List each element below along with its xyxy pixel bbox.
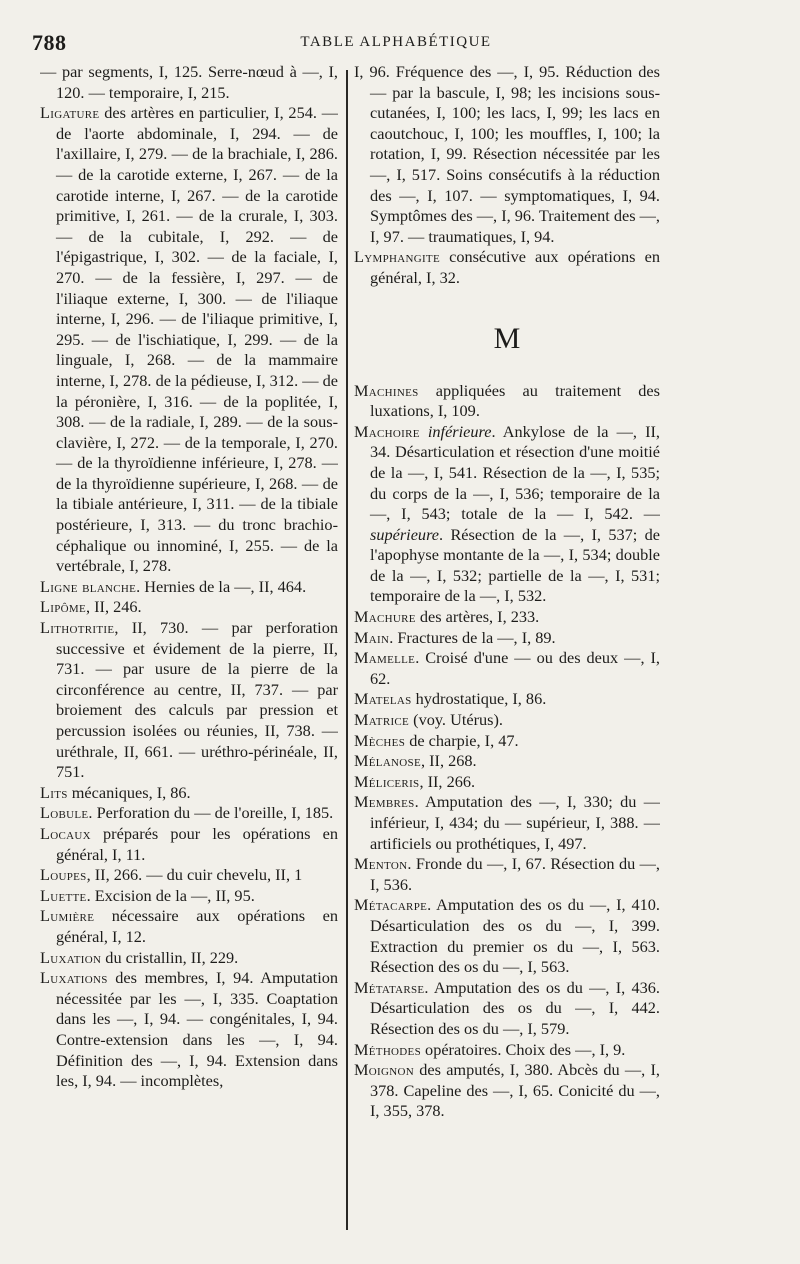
index-entry bbox=[40, 865, 338, 886]
entry-head-word: Menton bbox=[354, 854, 408, 874]
entry-head-word: Méthodes bbox=[354, 1039, 421, 1059]
entry-head-word: Membres bbox=[354, 792, 415, 812]
entry-head-word: Mélanose bbox=[354, 751, 421, 771]
entry-text: des membres, I, 94. Amputation nécessitée par les —, I, 335. Coaptation dans les —, I, 94. — congénitales, I, 94. Contre-extension dans les —, I, 94. Définition des —, I, 94. Extension dans les, I, 94. — incomplètes, bbox=[56, 968, 338, 1091]
entry-text: hydrostatique, I, 86. bbox=[411, 689, 547, 709]
right-entry-list-l bbox=[354, 247, 660, 288]
entry-text: , II, 268. bbox=[420, 751, 477, 771]
page-number: 788 bbox=[32, 30, 67, 55]
entry-text: . Perforation du — de l'oreille, I, 185. bbox=[88, 803, 334, 823]
entry-text: , II, 266. — du cuir chevelu, II, 1 bbox=[86, 865, 303, 885]
entry-text: consécutive aux opérations en général, I, 32. bbox=[370, 247, 660, 287]
index-entry bbox=[354, 628, 660, 649]
entry-text: . Amputation des os du —, I, 436. Désarticulation des os du —, I, 442. Résection des os du —, I, 579. bbox=[370, 977, 660, 1038]
entry-text: , II, 730. — par perforation successive et évidement de la pierre, II, 731. — par usure de la pierre de la circonférence au centre, II, 737. — par broiement des calculs par pression et percussion isolées ou réunies, II, 738. — uréthrale, II, 661. — uréthro-périnéale, II, 751. bbox=[56, 618, 338, 782]
entry-head-word: Lits bbox=[40, 782, 68, 802]
index-entry bbox=[354, 751, 660, 772]
index-entry bbox=[354, 792, 660, 854]
entry-text: , II, 266. bbox=[419, 771, 476, 791]
entry-head-word: Machines bbox=[354, 380, 419, 400]
entry-text: appliquées au traitement des luxations, I, 109. bbox=[370, 380, 660, 421]
entry-text: . Ankylose de la —, II, 34. Désarticulation et résection d'une moitié de la —, I, 541. Résection de la —, I, 535; du corps de la —, I, 536; temporaire de la —, I, 543; totale de la — I, 542. — bbox=[370, 421, 660, 524]
index-entry bbox=[40, 906, 338, 947]
entry-head-word: Matrice bbox=[354, 710, 410, 730]
entry-head-word: Mamelle bbox=[354, 648, 416, 668]
index-entry bbox=[354, 689, 660, 710]
section-letter-heading: M bbox=[493, 321, 521, 355]
entry-head-word: Métacarpe bbox=[354, 895, 428, 915]
entry-head-word: Ligature bbox=[40, 103, 100, 123]
entry-text: des amputés, I, 380. Abcès du —, I, 378. Capeline des —, I, 65. Conicité du —, I, 355, 378. bbox=[370, 1060, 660, 1121]
index-entry bbox=[40, 968, 338, 1092]
index-entry bbox=[40, 597, 338, 618]
index-entry bbox=[40, 783, 338, 804]
entry-head-word: Machoire bbox=[354, 421, 420, 441]
entry-text: (voy. Utérus). bbox=[409, 710, 503, 730]
index-entry bbox=[354, 772, 660, 793]
entry-head-word: Locaux bbox=[40, 823, 91, 843]
entry-head-word: Matelas bbox=[354, 689, 412, 709]
right-column bbox=[354, 62, 660, 1242]
entry-text: du cristallin, II, 229. bbox=[101, 947, 239, 967]
index-entry bbox=[354, 895, 660, 977]
index-entry bbox=[40, 803, 338, 824]
entry-head-word: Luxations bbox=[40, 968, 108, 988]
entry-text: . Résection de la —, I, 537; de l'apophyse montante de la —, I, 534; double de la —, I, 532; partielle de la —, I, 531; temporaire de la —, I, 532. bbox=[370, 524, 660, 606]
entry-text: des artères en particulier, I, 254. — de l'aorte abdominale, I, 294. — de l'axillaire, I, 279. — de la brachiale, I, 286. — de la carotide externe, I, 267. — de la carotide interne, I, 267. — de la carotide primitive, I, 261. — de la crurale, I, 303. — de la cubitale, I, 292. — de l'épigastrique, I, 302. — de la faciale, I, 270. — de la fessière, I, 297. — de l'iliaque externe, I, 300. — de l'iliaque interne, I, 296. — de l'iliaque primitive, I, 295. — de l'ischiatique, I, 299. — de la linguale, I, 268. — de la mammaire interne, I, 278. de la pédieuse, I, 312. — de la péronière, I, 316. — de la poplitée, I, 308. — de la radiale, I, 289. — de la sous-clavière, I, 272. — de la temporale, I, 270. — de la thyroïdienne inférieure, I, 278. — de la thyroïdienne supérieure, I, 268. — de la tibiale antérieure, I, 311. — de la tibiale postérieure, I, 313. — du tronc brachio-céphalique ou innominé, I, 255. — de la vertébrale, I, 278. bbox=[56, 103, 338, 576]
entry-text: opératoires. Choix des —, I, 9. bbox=[420, 1039, 626, 1059]
continuation-entry: — par segments, I, 125. Serre-nœud à —, I, 120. — temporaire, I, 215. bbox=[40, 62, 338, 102]
index-entry bbox=[354, 710, 660, 731]
entry-head-word: Loupes bbox=[40, 865, 87, 885]
index-entry bbox=[354, 1040, 660, 1061]
entry-head-word: Luette bbox=[40, 885, 87, 905]
index-entry bbox=[354, 978, 660, 1040]
entry-head-word: Moignon bbox=[354, 1060, 414, 1080]
column-divider bbox=[346, 70, 348, 1230]
index-entry bbox=[40, 886, 338, 907]
index-entry bbox=[40, 618, 338, 783]
entry-text: . Fractures de la —, I, 89. bbox=[389, 627, 556, 647]
index-entry bbox=[40, 103, 338, 577]
entry-head-word: Lithotritie bbox=[40, 618, 115, 638]
index-entry bbox=[354, 422, 660, 607]
entry-head-word: Machure bbox=[354, 607, 416, 627]
entry-qualifier: inférieure bbox=[419, 421, 492, 441]
entry-head-word: Main bbox=[354, 627, 390, 647]
entry-head-word: Lipôme bbox=[40, 597, 86, 617]
entry-text: . Amputation des os du —, I, 410. Désarticulation des os du —, I, 399. Extraction du premier os du —, I, 563. Résection des os du —, I, 563. bbox=[370, 895, 660, 977]
left-entry-list bbox=[40, 103, 338, 1092]
entry-head-word: Lobule bbox=[40, 803, 89, 823]
entry-head-word: Métatarse bbox=[354, 977, 425, 997]
entry-head-word: Lymphangite bbox=[354, 247, 440, 267]
index-entry bbox=[354, 1060, 660, 1122]
entry-head-word: Méliceris bbox=[354, 771, 420, 791]
continuation-entry: I, 96. Fréquence des —, I, 95. Réduction des — par la bascule, I, 98; les incisions sous-cutanées, I, 100; les lacs, I, 99; les lacs en caoutchouc, I, 100; les mouffles, I, 100; la rotation, I, 99. Résection nécessitée par les —, I, 517. Soins consécutifs à la réduction des —, I, 107. — symptomatiques, I, 94. Symptômes des —, I, 96. Traitement des —, I, 97. — traumatiques, I, 94. bbox=[354, 62, 660, 246]
entry-text: des artères, I, 233. bbox=[415, 607, 540, 627]
entry-qualifier: supérieure bbox=[370, 524, 440, 544]
entry-text: . Amputation des —, I, 330; du — inférieur, I, 434; du — supérieur, I, 388. — artificiels ou prothétiques, I, 497. bbox=[370, 792, 660, 853]
entry-head-word: Luxation bbox=[40, 947, 102, 967]
index-entry bbox=[40, 824, 338, 865]
entry-text: mécaniques, I, 86. bbox=[67, 782, 191, 802]
entry-text: . Croisé d'une — ou des deux —, I, 62. bbox=[370, 648, 660, 688]
entry-head-word: Lumière bbox=[40, 906, 95, 926]
entry-head-word: Mèches bbox=[354, 730, 406, 750]
page-header bbox=[32, 30, 760, 60]
left-column bbox=[40, 62, 338, 1242]
running-title: TABLE ALPHABÉTIQUE bbox=[300, 34, 492, 50]
right-entry-list-m bbox=[354, 607, 660, 1122]
index-entry bbox=[40, 948, 338, 969]
entry-text: . Excision de la —, II, 95. bbox=[86, 885, 255, 905]
index-entry bbox=[354, 731, 660, 752]
index-entry bbox=[354, 854, 660, 895]
index-entry bbox=[354, 607, 660, 628]
index-entry bbox=[354, 648, 660, 689]
index-entry bbox=[354, 247, 660, 288]
entry-text: préparés pour les opérations en général, I, 11. bbox=[56, 823, 338, 864]
index-entry bbox=[354, 381, 660, 422]
entry-text: , II, 246. bbox=[85, 597, 142, 617]
entry-text: . Fronde du —, I, 67. Résection du —, I, 536. bbox=[370, 854, 660, 894]
entry-head-word: Ligne blanche bbox=[40, 576, 137, 596]
index-entry bbox=[40, 577, 338, 598]
entry-text: nécessaire aux opérations en général, I, 12. bbox=[56, 906, 338, 946]
entry-text: . Hernies de la —, II, 464. bbox=[136, 576, 307, 596]
entry-text: de charpie, I, 47. bbox=[405, 730, 519, 750]
